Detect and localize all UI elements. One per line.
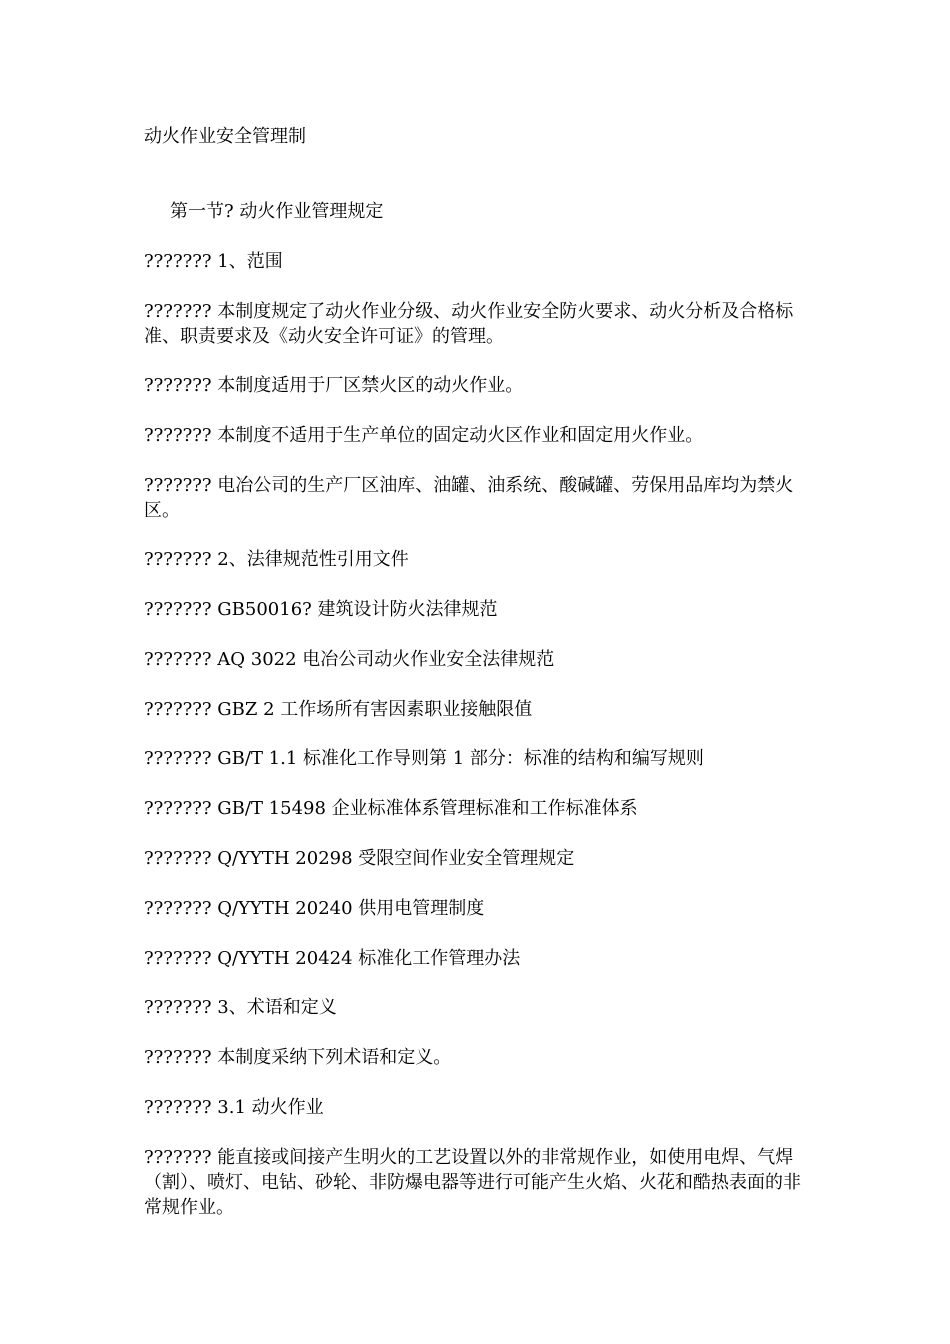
document-page [144,0,806,1344]
reference-item: ??????? Q/YYTH 20424 标准化工作管理办法 [144,948,521,969]
document-title: 动火作业安全管理制 [144,126,306,147]
reference-item: ??????? GB50016? 建筑设计防火法律规范 [144,599,498,620]
paragraph: ??????? 能直接或间接产生明火的工艺设置以外的非常规作业，如使用电焊、气焊（割）、喷灯、电钻、砂轮、非防爆电器等进行可能产生火焰、火花和酷热表面的非常规作业。 [144,1147,801,1218]
paragraph-terms-heading: ??????? 3、术语和定义 [144,997,337,1018]
reference-item: ??????? GBZ 2 工作场所有害因素职业接触限值 [144,699,533,720]
reference-item: ??????? GB/T 15498 企业标准体系管理标准和工作标准体系 [144,798,638,819]
reference-item: ??????? Q/YYTH 20240 供用电管理制度 [144,898,485,919]
paragraph: ??????? 本制度采纳下列术语和定义。 [144,1047,452,1068]
paragraph: ??????? 电冶公司的生产厂区油库、油罐、油系统、酸碱罐、劳保用品库均为禁火区。 [144,475,794,521]
reference-item: ??????? GB/T 1.1 标准化工作导则第 1 部分：标准的结构和编写规则 [144,748,704,769]
paragraph: ??????? 本制度不适用于生产单位的固定动火区作业和固定用火作业。 [144,425,704,446]
paragraph: ??????? 本制度规定了动火作业分级、动火作业安全防火要求、动火分析及合格标准、职责要求及《动火安全许可证》的管理。 [144,301,794,347]
section-heading: 第一节? 动火作业管理规定 [170,201,384,222]
paragraph: ??????? 本制度适用于厂区禁火区的动火作业。 [144,375,524,396]
reference-item: ??????? AQ 3022 电冶公司动火作业安全法律规范 [144,649,555,670]
paragraph-scope-heading: ??????? 1、范围 [144,251,283,272]
term-heading: ??????? 3.1 动火作业 [144,1097,324,1118]
paragraph-references-heading: ??????? 2、法律规范性引用文件 [144,549,409,570]
reference-item: ??????? Q/YYTH 20298 受限空间作业安全管理规定 [144,848,575,869]
